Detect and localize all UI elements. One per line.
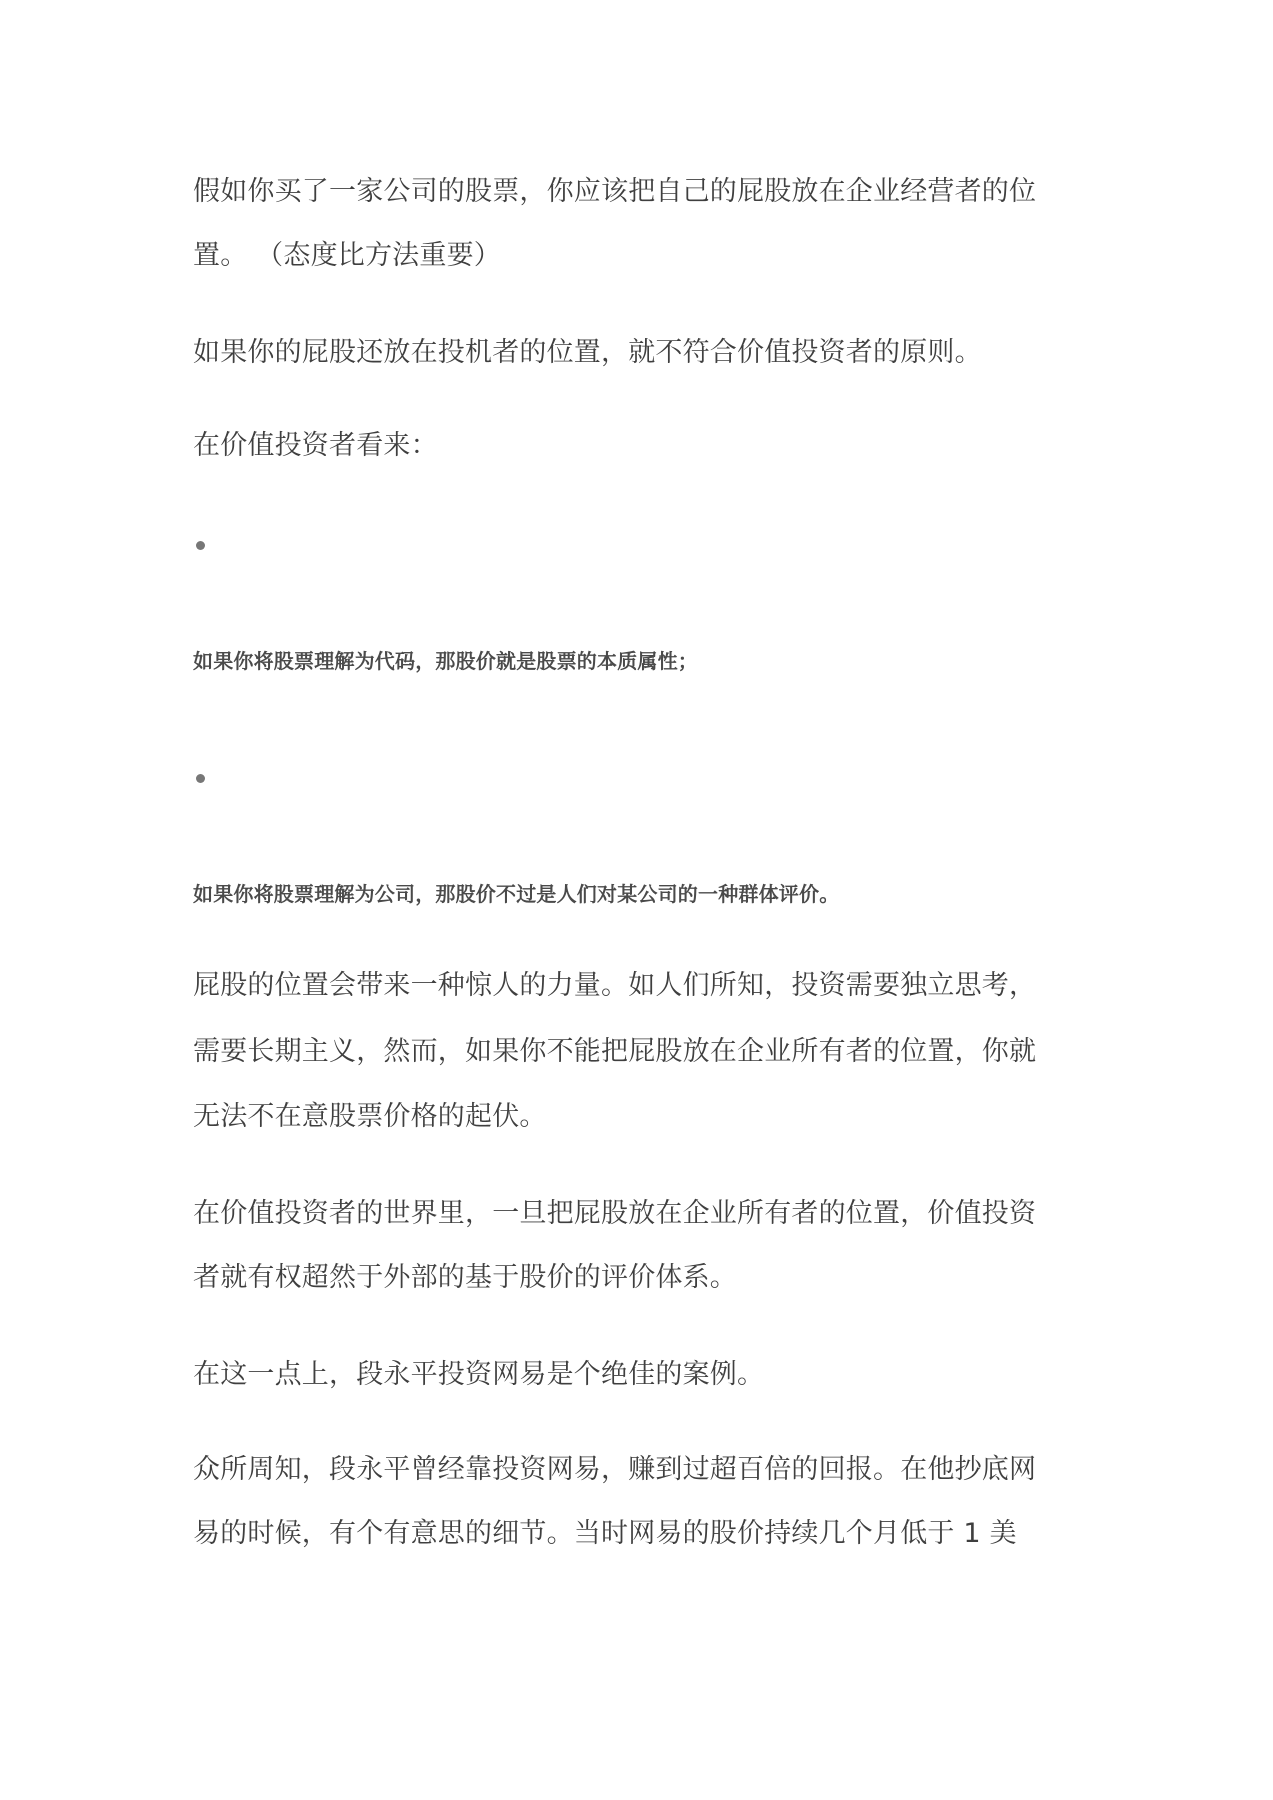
paragraph-line: 在这一点上，段永平投资网易是个绝佳的案例。 [193, 1359, 765, 1390]
paragraph-line: 在价值投资者的世界里，一旦把屁股放在企业所有者的位置，价值投资 [193, 1198, 1037, 1229]
paragraph-line: 无法不在意股票价格的起伏。 [193, 1101, 547, 1132]
paragraph-line: 易的时候，有个有意思的细节。当时网易的股价持续几个月低于 1 美 [193, 1518, 1017, 1549]
bullet-item: 如果你将股票理解为公司，那股价不过是人们对某公司的一种群体评价。 [193, 882, 840, 906]
paragraph-line: 置。 （态度比方法重要） [193, 240, 501, 271]
paragraph-line: 在价值投资者看来： [193, 430, 438, 461]
bullet-item: 如果你将股票理解为代码，那股价就是股票的本质属性； [193, 649, 698, 673]
bullet-dot-icon [196, 774, 205, 783]
paragraph-line: 如果你的屁股还放在投机者的位置，就不符合价值投资者的原则。 [193, 337, 982, 368]
bullet-dot-icon [196, 541, 205, 550]
paragraph-line: 需要长期主义，然而，如果你不能把屁股放在企业所有者的位置，你就 [193, 1036, 1037, 1067]
paragraph-line: 屁股的位置会带来一种惊人的力量。如人们所知，投资需要独立思考， [193, 970, 1037, 1001]
paragraph-line: 众所周知，段永平曾经靠投资网易，赚到过超百倍的回报。在他抄底网 [193, 1454, 1037, 1485]
paragraph-line: 者就有权超然于外部的基于股价的评价体系。 [193, 1262, 737, 1293]
paragraph-line: 假如你买了一家公司的股票，你应该把自己的屁股放在企业经营者的位 [193, 176, 1037, 207]
